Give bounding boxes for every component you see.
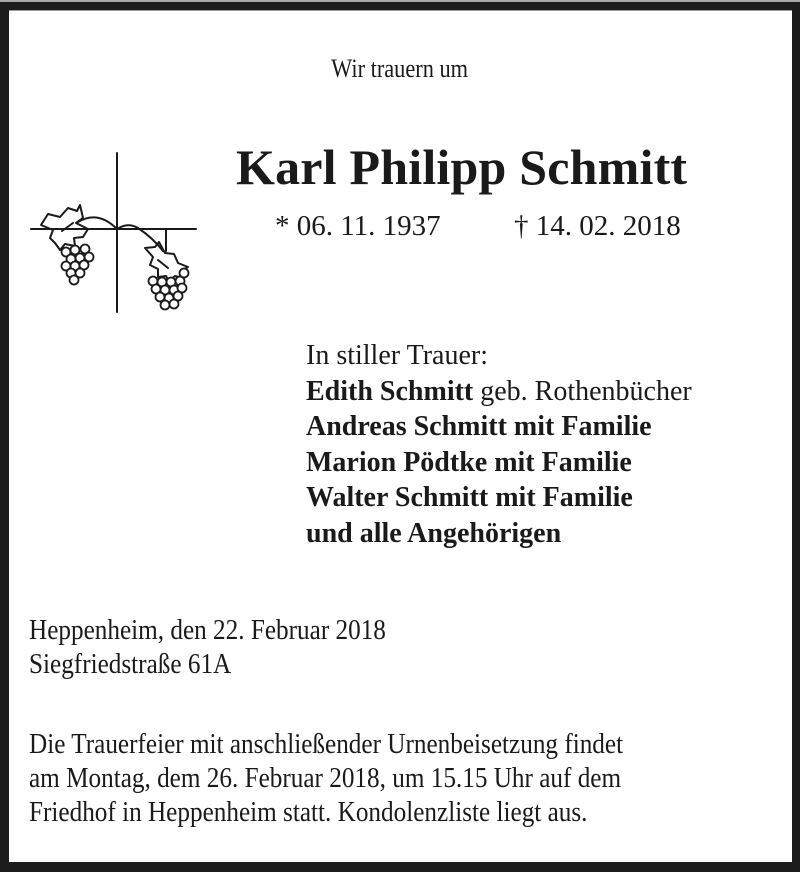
intro-text [0,54,800,84]
service-line: am Montag, dem 26. Februar 2018, um 15.15 Uhr auf dem [29,763,622,794]
mourners-heading: In stiller Trauer: [306,340,488,371]
spouse-name: Edith Schmitt [306,375,474,407]
intro-label: Wir trauern um [331,54,469,83]
spouse-maiden-name: geb. Rothenbücher [473,375,692,407]
mourner-line: Walter Schmitt mit Familie [306,482,633,513]
place-and-address [29,614,426,682]
service-line: Friedhof in Heppenheim statt. Kondolenzliste liegt aus. [29,797,588,828]
funeral-service-info [29,728,689,830]
mourner-line: Marion Pödtke mit Familie [306,446,632,478]
birth-date: * 06. 11. 1937 [275,210,441,242]
mourner-spouse [306,374,692,410]
deceased-name: Karl Philipp Schmitt [236,139,688,195]
mourner-line: und alle Angehörigen [306,517,562,549]
address: Siegfriedstraße 61A [29,649,232,680]
death-date: † 14. 02. 2018 [514,210,681,242]
mourner-line: Andreas Schmitt mit Familie [306,411,652,442]
service-line: Die Trauerfeier mit anschließender Urnenbeisetzung findet [29,729,624,760]
place-date: Heppenheim, den 22. Februar 2018 [29,615,386,646]
grapevine-cross-icon [28,150,203,315]
mourners-block [306,338,692,551]
